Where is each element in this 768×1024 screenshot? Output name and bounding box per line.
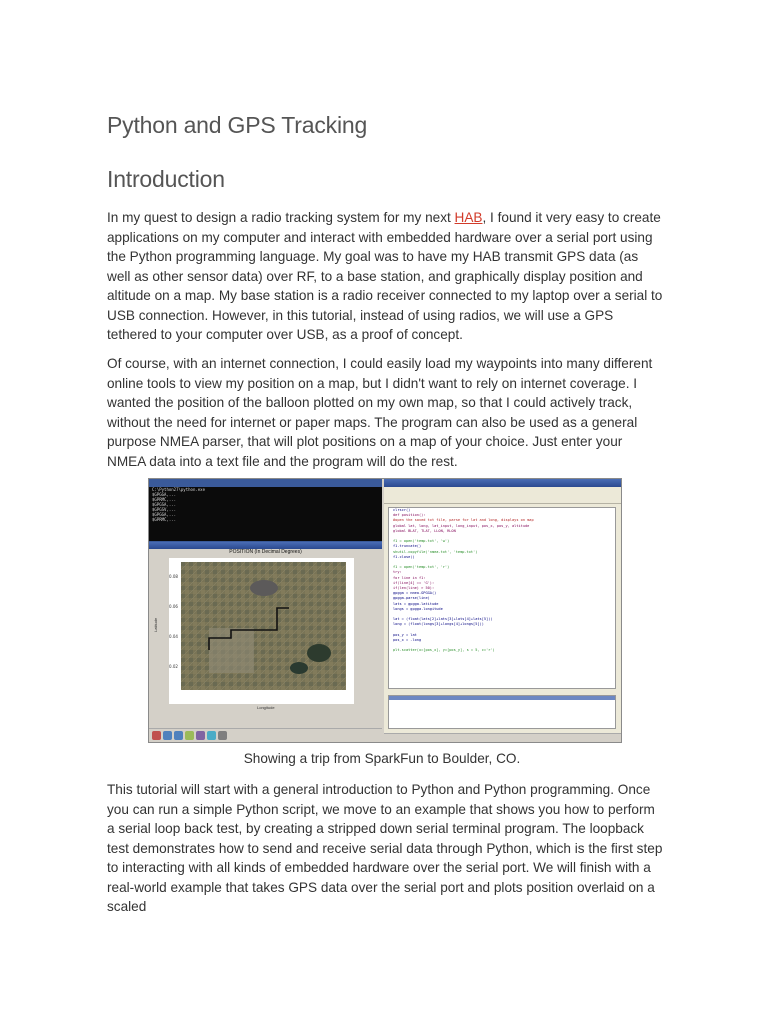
intro-paragraph-2: Of course, with an internet connection, I could easily load my waypoints into many different online tools to view my position on a map, but I didn't want to rely on internet coverage. I wanted the position of the balloon plotted on my own map, so that I could actively track, without the need for internet or paper maps. The program can also be used as a general purpose NMEA parser, that will plot positions on a map of your choice. Just enter your NMEA data into a text file and the program will do the rest.	[107, 356, 653, 469]
plot-area	[169, 558, 354, 704]
console-line: C:\Python27\python.exe	[152, 487, 205, 492]
plot-toolbar	[149, 728, 382, 743]
paragraph-text: In my quest to design a radio tracking system for my next	[107, 210, 455, 225]
console-line: $GPGSV,...	[152, 507, 177, 512]
editor-toolbar	[384, 493, 621, 504]
code-line: gpgga = nmea.GPGGA()	[393, 591, 437, 596]
code-line: plt.scatter(x=[pos_x], y=[pos_y], s = 5, c='r')	[393, 648, 495, 653]
console-line: $GPGGA,...	[152, 492, 177, 497]
code-line: long = (float(longs[3]+longs[4]+longs[5]))	[393, 622, 484, 627]
configure-icon[interactable]	[207, 731, 216, 740]
intro-paragraph-3: This tutorial will start with a general introduction to Python and Python programming. Once you can run a simple Python script, we move to an example that shows you how to perform a serial loop back test, by creating a stripped down serial terminal program. The loopback test demonstrates how to send and receive serial data through Python, which is the first step to interacting with all kinds of embedded hardware over the serial port. We will finish with a real-world example that takes GPS data over the serial port and plots position overlaid on a scaled	[107, 782, 663, 914]
console-line: $GPGSA,...	[152, 502, 177, 507]
console-line: $GPGGA,...	[152, 512, 177, 517]
forward-icon[interactable]	[174, 731, 183, 740]
screenshot-figure	[148, 478, 622, 743]
plot-title: POSITION (In Decimal Degrees)	[229, 549, 302, 555]
code-line: for line in f1:	[393, 575, 426, 580]
code-line: #open the saved txt file, parse for lat and long, displays on map	[393, 518, 534, 523]
code-area[interactable]	[388, 507, 616, 689]
code-line: gpgga.parse(line)	[393, 596, 430, 601]
shell-titlebar	[389, 696, 615, 700]
code-line: longs = gpgga.longitude	[393, 606, 443, 611]
editor-statusbar	[384, 733, 621, 742]
code-line: f1 = open('temp.txt', 'r')	[393, 565, 450, 570]
plot-window-titlebar	[149, 542, 382, 549]
satellite-map	[169, 558, 354, 704]
code-line: def position():	[393, 513, 426, 518]
editor-titlebar	[384, 479, 621, 487]
code-line: f1 = open('temp.txt', 'w')	[393, 539, 450, 544]
plot-window	[149, 541, 382, 743]
hab-link[interactable]: HAB	[454, 210, 483, 225]
code-line: lats = gpgga.latitude	[393, 601, 439, 606]
code-line: if(line[4] == 'G'):	[393, 580, 435, 585]
code-line: pos_y = lat	[393, 632, 417, 637]
pan-icon[interactable]	[185, 731, 194, 740]
zoom-icon[interactable]	[196, 731, 205, 740]
code-line: try:	[393, 570, 402, 575]
console-window	[149, 479, 382, 545]
page-title: Python and GPS Tracking	[107, 112, 368, 138]
code-line: f1.truncate()	[393, 544, 422, 549]
svg-text:0.02: 0.02	[169, 664, 178, 669]
intro-paragraph-1	[107, 208, 663, 345]
x-axis-label: Longitude	[257, 705, 275, 710]
section-heading-introduction: Introduction	[107, 166, 225, 192]
console-line: $GPRMC,...	[152, 497, 177, 502]
code-line: if(len(line) > 50):	[393, 586, 435, 591]
console-titlebar	[149, 479, 382, 487]
code-line: shutil.copyfile('nmea.txt', 'temp.txt')	[393, 549, 478, 554]
paragraph-text: , I found it very easy to create applications on my computer and interact with embedded hardware over a serial port using the Python programming language. My goal was to have my HAB transmit GPS data (as well as other sensor data) over RF, to a base station, and graphically display position and altitude on a map. My base station is a radio receiver connected to my laptop over a serial to USB connection. However, in this tutorial, instead of using radios, we will use a GPS tethered to your computer over USB, as a proof of concept.	[107, 210, 663, 342]
shell-panel[interactable]	[388, 695, 616, 729]
console-output	[149, 487, 382, 522]
figure-caption: Showing a trip from SparkFun to Boulder, CO.	[243, 751, 521, 766]
console-line: $GPRMC,...	[152, 517, 177, 522]
back-icon[interactable]	[163, 731, 172, 740]
code-line: pos_x = -long	[393, 638, 422, 643]
code-line: global BLAT, TLAT, LLON, RLON	[393, 528, 456, 533]
code-line: f1.close()	[393, 554, 415, 559]
code-editor-window	[384, 479, 621, 742]
code-line: global lat, long, lat_input, long_input, pos_x, pos_y, altitude	[393, 523, 530, 528]
svg-text:0.08: 0.08	[169, 574, 178, 579]
code-line: clrscr()	[393, 508, 411, 512]
code-line: lat = (float(lats[2]+lats[3]+lats[4]+lats[5]))	[393, 617, 493, 622]
y-axis-label: Latitude	[153, 617, 158, 632]
svg-text:0.06: 0.06	[169, 604, 178, 609]
svg-text:0.04: 0.04	[169, 634, 178, 639]
home-icon[interactable]	[152, 731, 161, 740]
save-icon[interactable]	[218, 731, 227, 740]
